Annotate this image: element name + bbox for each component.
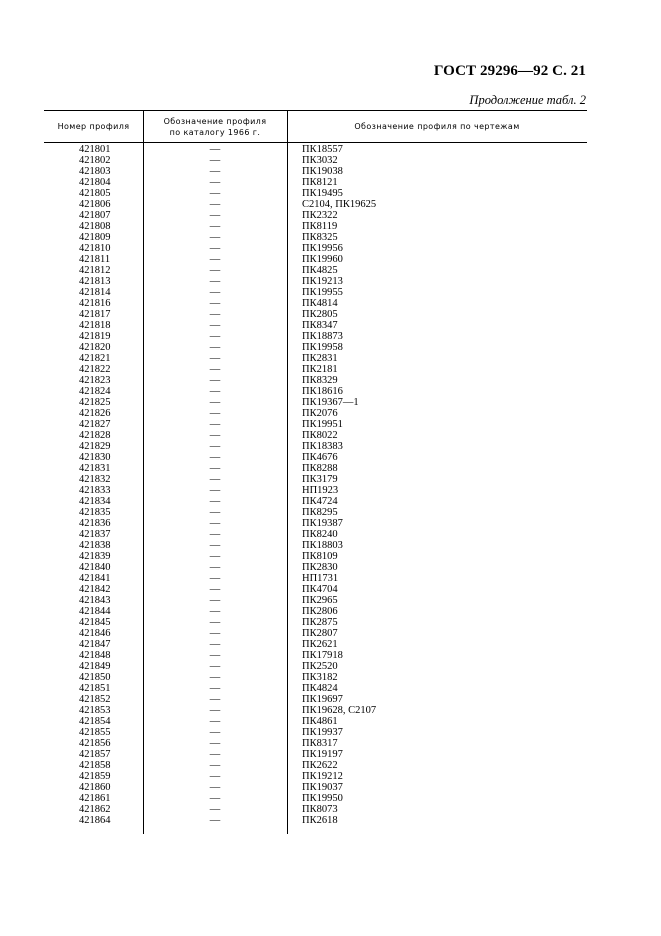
profile-number: 421826 xyxy=(79,408,111,419)
table-row xyxy=(44,672,587,683)
table-row xyxy=(44,309,587,320)
table-row xyxy=(44,606,587,617)
table-row xyxy=(44,188,587,199)
catalog-designation: — xyxy=(209,606,221,617)
catalog-designation: — xyxy=(209,661,221,672)
profile-number: 421834 xyxy=(79,496,111,507)
drawing-designation: ПК8073 xyxy=(302,804,338,815)
table-row xyxy=(44,474,587,485)
profile-number: 421821 xyxy=(79,353,111,364)
column-header-drawings xyxy=(287,111,587,142)
drawing-designation: ПК2805 xyxy=(302,309,338,320)
catalog-designation: — xyxy=(209,683,221,694)
table-row xyxy=(44,254,587,265)
drawing-designation: НП1731 xyxy=(302,573,339,584)
profile-number: 421810 xyxy=(79,243,111,254)
catalog-designation: — xyxy=(209,672,221,683)
catalog-designation: — xyxy=(209,287,221,298)
table-row xyxy=(44,155,587,166)
profile-number: 421855 xyxy=(79,727,111,738)
column-header-number xyxy=(44,111,143,142)
profile-number: 421857 xyxy=(79,749,111,760)
table-row xyxy=(44,617,587,628)
table-row xyxy=(44,177,587,188)
table-row xyxy=(44,199,587,210)
catalog-designation: — xyxy=(209,628,221,639)
profile-number: 421812 xyxy=(79,265,111,276)
table-row xyxy=(44,540,587,551)
drawing-designation: ПК19213 xyxy=(302,276,343,287)
table-row xyxy=(44,232,587,243)
drawing-designation: ПК19955 xyxy=(302,287,343,298)
drawing-designation: ПК2322 xyxy=(302,210,338,221)
drawing-designation: ПК3032 xyxy=(302,155,338,166)
catalog-designation: — xyxy=(209,177,221,188)
drawing-designation: ПК4861 xyxy=(302,716,338,727)
drawing-designation: НП1923 xyxy=(302,485,339,496)
profile-number: 421837 xyxy=(79,529,111,540)
profile-number: 421848 xyxy=(79,650,111,661)
table-row xyxy=(44,628,587,639)
catalog-designation: — xyxy=(209,617,221,628)
drawing-designation: ПК2831 xyxy=(302,353,338,364)
profile-number: 421851 xyxy=(79,683,111,694)
catalog-designation: — xyxy=(209,496,221,507)
catalog-designation: — xyxy=(209,463,221,474)
drawing-designation: ПК2621 xyxy=(302,639,338,650)
drawing-designation: ПК18557 xyxy=(302,144,343,155)
table-row xyxy=(44,694,587,705)
catalog-designation: — xyxy=(209,705,221,716)
catalog-designation: — xyxy=(209,595,221,606)
table-row xyxy=(44,562,587,573)
table-row xyxy=(44,705,587,716)
profile-number: 421839 xyxy=(79,551,111,562)
drawing-designation: ПК2618 xyxy=(302,815,338,826)
drawing-designation: ПК18803 xyxy=(302,540,343,551)
profile-number: 421843 xyxy=(79,595,111,606)
table-row xyxy=(44,375,587,386)
table-row xyxy=(44,815,587,826)
drawing-designation: ПК19037 xyxy=(302,782,343,793)
catalog-designation: — xyxy=(209,507,221,518)
profile-number: 421829 xyxy=(79,441,111,452)
table-continuation-note: Продолжение табл. 2 xyxy=(469,93,586,107)
drawing-designation: ПК2875 xyxy=(302,617,338,628)
catalog-designation: — xyxy=(209,760,221,771)
catalog-designation: — xyxy=(209,518,221,529)
profile-number: 421824 xyxy=(79,386,111,397)
profile-number: 421809 xyxy=(79,232,111,243)
drawing-designation: ПК19495 xyxy=(302,188,343,199)
drawing-designation: С2104, ПК19625 xyxy=(302,199,377,210)
column-header-drawings-text: Обозначение профиля по чертежам xyxy=(354,122,520,131)
column-header-catalog-text: Обозначение профиля по каталогу 1966 г. xyxy=(163,116,267,137)
drawing-designation: ПК8121 xyxy=(302,177,338,188)
table-row xyxy=(44,441,587,452)
catalog-designation: — xyxy=(209,650,221,661)
table-row xyxy=(44,650,587,661)
catalog-designation: — xyxy=(209,485,221,496)
profile-number: 421803 xyxy=(79,166,111,177)
profile-number: 421858 xyxy=(79,760,111,771)
drawing-designation: ПК19956 xyxy=(302,243,343,254)
table-row xyxy=(44,661,587,672)
catalog-designation: — xyxy=(209,232,221,243)
catalog-designation: — xyxy=(209,210,221,221)
drawing-designation: ПК19367—1 xyxy=(302,397,359,408)
catalog-designation: — xyxy=(209,298,221,309)
profile-number: 421846 xyxy=(79,628,111,639)
catalog-designation: — xyxy=(209,562,221,573)
catalog-designation: — xyxy=(209,221,221,232)
profile-number: 421844 xyxy=(79,606,111,617)
table-row xyxy=(44,463,587,474)
drawing-designation: ПК18616 xyxy=(302,386,343,397)
profile-number: 421825 xyxy=(79,397,111,408)
catalog-designation: — xyxy=(209,782,221,793)
table-row xyxy=(44,320,587,331)
catalog-designation: — xyxy=(209,243,221,254)
drawing-designation: ПК19697 xyxy=(302,694,343,705)
drawing-designation: ПК18873 xyxy=(302,331,343,342)
catalog-designation: — xyxy=(209,331,221,342)
catalog-designation: — xyxy=(209,265,221,276)
profile-number: 421840 xyxy=(79,562,111,573)
profile-number: 421813 xyxy=(79,276,111,287)
catalog-designation: — xyxy=(209,375,221,386)
drawing-designation: ПК8240 xyxy=(302,529,338,540)
drawing-designation: ПК8119 xyxy=(302,221,338,232)
catalog-designation: — xyxy=(209,364,221,375)
catalog-designation: — xyxy=(209,386,221,397)
drawing-designation: ПК18383 xyxy=(302,441,343,452)
catalog-designation: — xyxy=(209,254,221,265)
catalog-designation: — xyxy=(209,738,221,749)
table-row xyxy=(44,551,587,562)
table-row xyxy=(44,716,587,727)
table-row xyxy=(44,452,587,463)
catalog-designation: — xyxy=(209,397,221,408)
table-row xyxy=(44,749,587,760)
profile-number: 421811 xyxy=(79,254,111,265)
drawing-designation: ПК19958 xyxy=(302,342,343,353)
profile-number: 421828 xyxy=(79,430,111,441)
drawing-designation: ПК19951 xyxy=(302,419,343,430)
catalog-designation: — xyxy=(209,320,221,331)
table-row xyxy=(44,408,587,419)
catalog-designation: — xyxy=(209,452,221,463)
profile-number: 421856 xyxy=(79,738,111,749)
drawing-designation: ПК4724 xyxy=(302,496,338,507)
profile-number: 421802 xyxy=(79,155,111,166)
drawing-designation: ПК2622 xyxy=(302,760,338,771)
catalog-designation: — xyxy=(209,441,221,452)
profile-number: 421818 xyxy=(79,320,111,331)
drawing-designation: ПК4704 xyxy=(302,584,338,595)
profile-number: 421842 xyxy=(79,584,111,595)
drawing-designation: ПК8317 xyxy=(302,738,338,749)
table-row xyxy=(44,166,587,177)
catalog-designation: — xyxy=(209,529,221,540)
drawing-designation: ПК4825 xyxy=(302,265,338,276)
table-row xyxy=(44,298,587,309)
drawing-designation: ПК8109 xyxy=(302,551,338,562)
profile-number: 421801 xyxy=(79,144,111,155)
table-row xyxy=(44,287,587,298)
drawing-designation: ПК4814 xyxy=(302,298,338,309)
profile-number: 421827 xyxy=(79,419,111,430)
table-row xyxy=(44,793,587,804)
drawing-designation: ПК19628, С2107 xyxy=(302,705,377,716)
profile-number: 421822 xyxy=(79,364,111,375)
profile-number: 421804 xyxy=(79,177,111,188)
catalog-designation: — xyxy=(209,694,221,705)
profile-number: 421841 xyxy=(79,573,111,584)
catalog-designation: — xyxy=(209,276,221,287)
catalog-designation: — xyxy=(209,551,221,562)
table-row xyxy=(44,573,587,584)
table-row xyxy=(44,529,587,540)
drawing-designation: ПК2807 xyxy=(302,628,338,639)
drawing-designation: ПК2965 xyxy=(302,595,338,606)
catalog-designation: — xyxy=(209,639,221,650)
table-row xyxy=(44,243,587,254)
table-row xyxy=(44,507,587,518)
drawing-designation: ПК8329 xyxy=(302,375,338,386)
drawing-designation: ПК8295 xyxy=(302,507,338,518)
profile-number: 421860 xyxy=(79,782,111,793)
drawing-designation: ПК8288 xyxy=(302,463,338,474)
profile-number: 421854 xyxy=(79,716,111,727)
catalog-designation: — xyxy=(209,573,221,584)
table-row xyxy=(44,364,587,375)
profile-number: 421838 xyxy=(79,540,111,551)
table-row xyxy=(44,584,587,595)
catalog-designation: — xyxy=(209,342,221,353)
drawing-designation: ПК2076 xyxy=(302,408,338,419)
catalog-designation: — xyxy=(209,199,221,210)
table-row xyxy=(44,221,587,232)
catalog-designation: — xyxy=(209,430,221,441)
drawing-designation: ПК17918 xyxy=(302,650,343,661)
table-row xyxy=(44,518,587,529)
drawing-designation: ПК3179 xyxy=(302,474,338,485)
catalog-designation: — xyxy=(209,815,221,826)
table-row xyxy=(44,485,587,496)
table-row xyxy=(44,727,587,738)
drawing-designation: ПК19950 xyxy=(302,793,343,804)
catalog-designation: — xyxy=(209,309,221,320)
table-row xyxy=(44,386,587,397)
table-header-rule xyxy=(44,142,587,143)
table-row xyxy=(44,804,587,815)
profile-number: 421836 xyxy=(79,518,111,529)
profile-number: 421850 xyxy=(79,672,111,683)
table-row xyxy=(44,210,587,221)
profile-number: 421807 xyxy=(79,210,111,221)
table-row xyxy=(44,265,587,276)
page-title: ГОСТ 29296—92 С. 21 xyxy=(433,63,586,79)
table-row xyxy=(44,771,587,782)
table-row xyxy=(44,683,587,694)
profile-number: 421862 xyxy=(79,804,111,815)
drawing-designation: ПК19960 xyxy=(302,254,343,265)
profile-number: 421832 xyxy=(79,474,111,485)
table-row xyxy=(44,144,587,155)
catalog-designation: — xyxy=(209,771,221,782)
table-row xyxy=(44,397,587,408)
drawing-designation: ПК2520 xyxy=(302,661,338,672)
catalog-designation: — xyxy=(209,408,221,419)
profile-number: 421835 xyxy=(79,507,111,518)
catalog-designation: — xyxy=(209,727,221,738)
table-row xyxy=(44,342,587,353)
profile-number: 421849 xyxy=(79,661,111,672)
profile-number: 421806 xyxy=(79,199,111,210)
profile-number: 421847 xyxy=(79,639,111,650)
profile-number: 421852 xyxy=(79,694,111,705)
drawing-designation: ПК8325 xyxy=(302,232,338,243)
drawing-designation: ПК19937 xyxy=(302,727,343,738)
profile-number: 421805 xyxy=(79,188,111,199)
drawing-designation: ПК19212 xyxy=(302,771,343,782)
drawing-designation: ПК3182 xyxy=(302,672,338,683)
table-row xyxy=(44,419,587,430)
drawing-designation: ПК2806 xyxy=(302,606,338,617)
table-row xyxy=(44,782,587,793)
table-row xyxy=(44,353,587,364)
catalog-designation: — xyxy=(209,474,221,485)
table-row xyxy=(44,430,587,441)
profile-number: 421816 xyxy=(79,298,111,309)
column-header-number-text: Номер профиля xyxy=(57,122,130,131)
drawing-designation: ПК19038 xyxy=(302,166,343,177)
table-row xyxy=(44,276,587,287)
profile-number: 421820 xyxy=(79,342,111,353)
drawing-designation: ПК8022 xyxy=(302,430,338,441)
catalog-designation: — xyxy=(209,584,221,595)
table-row xyxy=(44,496,587,507)
profile-number: 421861 xyxy=(79,793,111,804)
catalog-designation: — xyxy=(209,749,221,760)
catalog-designation: — xyxy=(209,155,221,166)
profile-number: 421817 xyxy=(79,309,111,320)
table-row xyxy=(44,595,587,606)
profile-number: 421845 xyxy=(79,617,111,628)
table-row xyxy=(44,738,587,749)
table-body xyxy=(44,144,587,826)
catalog-designation: — xyxy=(209,540,221,551)
profile-number: 421814 xyxy=(79,287,111,298)
profile-number: 421833 xyxy=(79,485,111,496)
table-row xyxy=(44,639,587,650)
drawing-designation: ПК2830 xyxy=(302,562,338,573)
catalog-designation: — xyxy=(209,166,221,177)
profile-number: 421853 xyxy=(79,705,111,716)
catalog-designation: — xyxy=(209,716,221,727)
catalog-designation: — xyxy=(209,188,221,199)
catalog-designation: — xyxy=(209,419,221,430)
column-header-catalog xyxy=(143,111,287,142)
catalog-designation: — xyxy=(209,793,221,804)
drawing-designation: ПК2181 xyxy=(302,364,338,375)
table-row xyxy=(44,331,587,342)
drawing-designation: ПК19387 xyxy=(302,518,343,529)
table-row xyxy=(44,760,587,771)
drawing-designation: ПК4676 xyxy=(302,452,338,463)
profile-number: 421864 xyxy=(79,815,111,826)
catalog-designation: — xyxy=(209,144,221,155)
profile-number: 421830 xyxy=(79,452,111,463)
profile-number: 421859 xyxy=(79,771,111,782)
profile-number: 421808 xyxy=(79,221,111,232)
drawing-designation: ПК19197 xyxy=(302,749,343,760)
drawing-designation: ПК8347 xyxy=(302,320,338,331)
profile-number: 421819 xyxy=(79,331,111,342)
drawing-designation: ПК4824 xyxy=(302,683,338,694)
profile-number: 421823 xyxy=(79,375,111,386)
catalog-designation: — xyxy=(209,353,221,364)
profile-number: 421831 xyxy=(79,463,111,474)
catalog-designation: — xyxy=(209,804,221,815)
